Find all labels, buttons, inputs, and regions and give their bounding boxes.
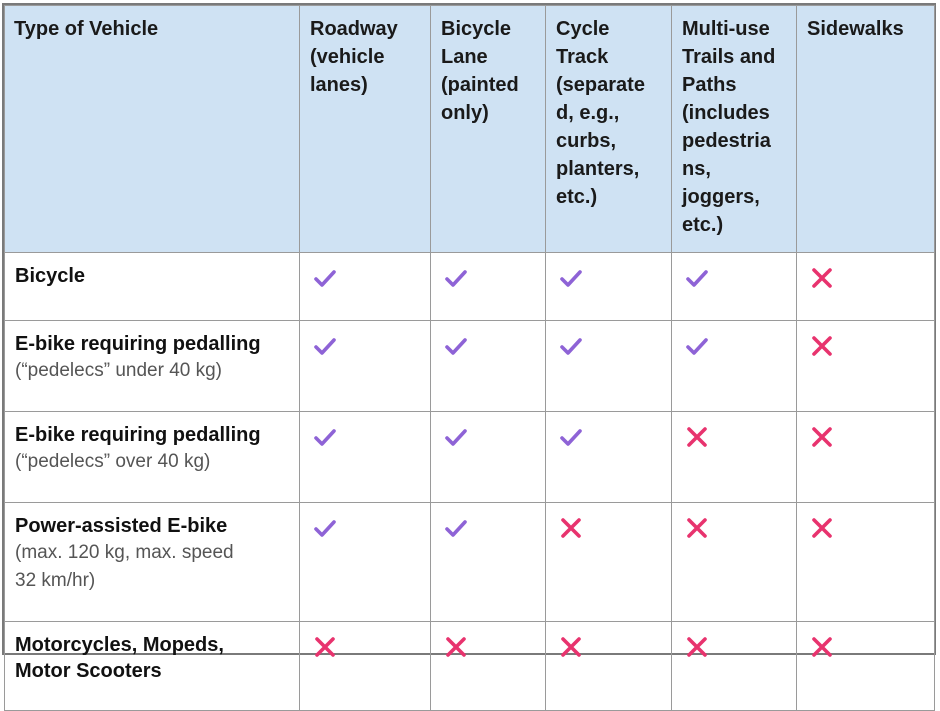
permission-cell bbox=[431, 412, 546, 503]
vehicle-type-cell bbox=[5, 622, 300, 711]
permission-cell bbox=[431, 253, 546, 321]
check-icon bbox=[558, 265, 584, 291]
check-icon bbox=[443, 515, 469, 541]
vehicle-type-cell bbox=[5, 503, 300, 622]
permission-cell bbox=[300, 622, 431, 711]
permission-cell bbox=[672, 622, 797, 711]
permission-cell bbox=[546, 253, 672, 321]
check-icon bbox=[684, 265, 710, 291]
permission-cell bbox=[546, 503, 672, 622]
permission-cell bbox=[300, 412, 431, 503]
table-row bbox=[5, 253, 935, 321]
cross-icon bbox=[809, 333, 835, 359]
vehicle-type-title: Power-assisted E-bike bbox=[15, 515, 228, 537]
column-header-label: Roadway (vehicle lanes) bbox=[310, 18, 398, 96]
column-header-label: Sidewalks bbox=[807, 18, 904, 40]
permission-cell bbox=[672, 253, 797, 321]
cross-icon bbox=[443, 634, 469, 660]
column-header bbox=[672, 6, 797, 253]
vehicle-access-table bbox=[4, 5, 935, 711]
cross-icon bbox=[684, 515, 710, 541]
check-icon bbox=[312, 333, 338, 359]
cross-icon bbox=[558, 634, 584, 660]
column-header bbox=[546, 6, 672, 253]
cross-icon bbox=[809, 265, 835, 291]
permission-cell bbox=[797, 622, 935, 711]
permission-cell bbox=[797, 321, 935, 412]
permission-cell bbox=[300, 503, 431, 622]
table-row bbox=[5, 321, 935, 412]
vehicle-type-cell bbox=[5, 412, 300, 503]
table-row bbox=[5, 503, 935, 622]
cross-icon bbox=[312, 634, 338, 660]
column-header bbox=[5, 6, 300, 253]
permission-cell bbox=[546, 622, 672, 711]
check-icon bbox=[443, 265, 469, 291]
permission-cell bbox=[431, 503, 546, 622]
check-icon bbox=[312, 515, 338, 541]
check-icon bbox=[443, 333, 469, 359]
permission-cell bbox=[672, 321, 797, 412]
header-row bbox=[5, 6, 935, 253]
vehicle-type-title: E-bike requiring pedalling bbox=[15, 424, 261, 446]
column-header-label: Multi-use Trails and Paths (includes pedestria ns, joggers, etc.) bbox=[682, 18, 776, 236]
column-header-label: Type of Vehicle bbox=[14, 18, 159, 40]
vehicle-type-title: Motorcycles, Mopeds, Motor Scooters bbox=[15, 634, 224, 682]
permission-cell bbox=[300, 253, 431, 321]
vehicle-type-title: E-bike requiring pedalling bbox=[15, 333, 261, 355]
permission-cell bbox=[797, 503, 935, 622]
check-icon bbox=[312, 265, 338, 291]
column-header-label: Cycle Track (separate d, e.g., curbs, planters, etc.) bbox=[556, 18, 645, 208]
check-icon bbox=[443, 424, 469, 450]
check-icon bbox=[684, 333, 710, 359]
vehicle-type-subtitle: (max. 120 kg, max. speed 32 km/hr) bbox=[15, 542, 234, 591]
cross-icon bbox=[684, 634, 710, 660]
vehicle-type-subtitle: (“pedelecs” over 40 kg) bbox=[15, 451, 211, 472]
column-header bbox=[431, 6, 546, 253]
check-icon bbox=[558, 424, 584, 450]
permission-cell bbox=[300, 321, 431, 412]
permission-cell bbox=[797, 253, 935, 321]
column-header bbox=[300, 6, 431, 253]
cross-icon bbox=[809, 515, 835, 541]
table-row bbox=[5, 622, 935, 711]
permission-cell bbox=[546, 321, 672, 412]
vehicle-type-cell bbox=[5, 321, 300, 412]
column-header-label: Bicycle Lane (painted only) bbox=[441, 18, 519, 124]
column-header bbox=[797, 6, 935, 253]
permission-cell bbox=[431, 622, 546, 711]
vehicle-type-title: Bicycle bbox=[15, 265, 86, 287]
permission-cell bbox=[672, 412, 797, 503]
permission-cell bbox=[797, 412, 935, 503]
cross-icon bbox=[809, 634, 835, 660]
permission-cell bbox=[431, 321, 546, 412]
vehicle-type-subtitle: (“pedelecs” under 40 kg) bbox=[15, 360, 222, 381]
vehicle-type-cell bbox=[5, 253, 300, 321]
cross-icon bbox=[809, 424, 835, 450]
cross-icon bbox=[684, 424, 710, 450]
cross-icon bbox=[558, 515, 584, 541]
permission-cell bbox=[672, 503, 797, 622]
check-icon bbox=[312, 424, 338, 450]
permission-cell bbox=[546, 412, 672, 503]
check-icon bbox=[558, 333, 584, 359]
table-row bbox=[5, 412, 935, 503]
